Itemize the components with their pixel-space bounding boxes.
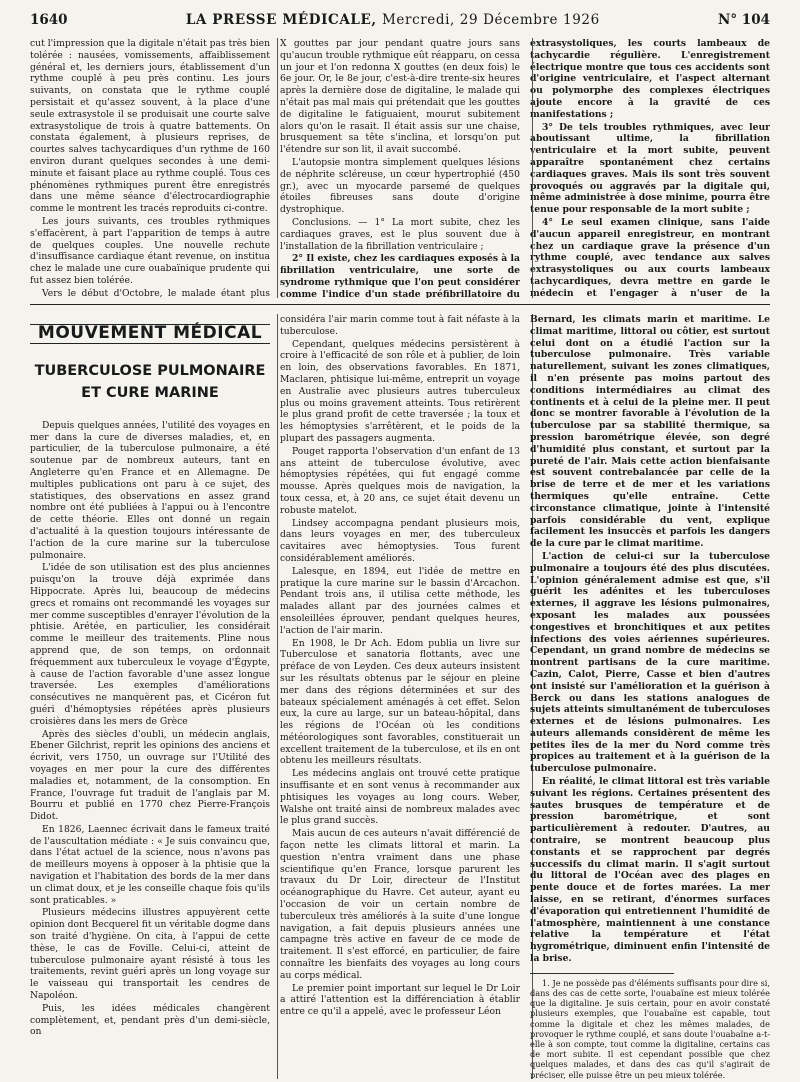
paragraph: 2° Il existe, chez les cardiaques exposés à la fibrillation ventriculaire, une sorte de syndrome rythmique que l'on peut considérer comme l'indice d'un stade préfibrillatoire du [280, 253, 520, 298]
paragraph: Mais aucun de ces auteurs n'avait différencié de façon nette les climats littoral et marin. La question n'entra vraiment dans une phase scientifique qu'en France, lorsque parurent les travaux du Dr Loir, directeur de l'Institut océanographique du Havre. Cet auteur, ayant eu l'occasion de voir un certain nombre de tuberculeux très améliorés à la suite d'une longue navigation, a fait depuis plusieurs années une campagne très active en faveur de ce mode de traitement. Il s'est efforcé, en particulier, de faire connaître les bienfaits des voyages au long cours au corps médical. [280, 828, 520, 981]
paragraph: L'idée de son utilisation est des plus anciennes puisqu'on la trouve déjà exprimée dans Hippocrate. Après lui, beaucoup de médecins grecs et romains ont recommandé les voyages sur mer comme susceptibles d'enrayer l'évolution de la phtisie. Arétée, en particulier, les considérait comme le meilleur des traitements. Pline nous apprend que, de son temps, on ordonnait fréquemment aux tuberculeux le voyage d'Égypte, à cause de l'action favorable d'une assez longue traversée. Les exemples d'améliorations consécutives ne manquèrent pas, et Cicéron fut guéri d'hémoptysies répétées après plusieurs croisières dans les mers de Grèce [30, 562, 270, 727]
top-column-1 [30, 38, 270, 298]
page-number: 1640 [30, 12, 68, 28]
paragraph: Les médecins anglais ont trouvé cette pratique insuffisante et en sont venus à recommander aux phtisiques les voyages au long cours. Weber, Walshe ont traité ainsi de nombreux malades avec le plus grand succès. [280, 768, 520, 827]
paragraph: L'autopsie montra simplement quelques lésions de néphrite scléreuse, un cœur hypertrophié (450 gr.), avec un myocarde parsemé de quelques étoiles fibreuses sans doute d'origine dystrophique. [280, 156, 520, 216]
journal-title-line [186, 12, 600, 28]
paragraph: Lindsey accompagna pendant plusieurs mois, dans leurs voyages en mer, des tuberculeux cavitaires avec hémoptysies. Tous furent considérablement améliorés. [280, 517, 520, 564]
conclusions-paragraph: Conclusions. — 1° La mort subite, chez les cardiaques graves, est le plus souvent due à l'installation de la fibrillation ventriculaire ; [280, 216, 520, 252]
bottom-column-1 [30, 314, 270, 1079]
page-header [30, 12, 770, 32]
paragraph: Lalesque, en 1894, eut l'idée de mettre en pratique la cure marine sur le bassin d'Arcachon. Pendant trois ans, il utilisa cette méthode, les malades allant par des journées calmes et ensoleillées éprouver, pendant quelques heures, l'action de l'air marin. [280, 565, 520, 636]
paragraph: X gouttes par jour pendant quatre jours sans qu'aucun trouble rythmique eût réapparu, on cessa un jour et l'on redonna X gouttes (en deux fois) le 6e jour. Or, le 8e jour, c'est-à-dire trente-six heures après la dernière dose de digitaline, le malade qui n'était pas mal mais qui prétendait que les gouttes de digitaline le fatiguaient, mourut subitement alors qu'on le rasait. Il était assis sur une chaise, brusquement sa tête s'inclina, et lorsqu'on put l'étendre sur son lit, il avait succombé. [280, 38, 520, 156]
paragraph: Plusieurs médecins illustres appuyèrent cette opinion dont Becquerel fit un véritable dogme dans son traité d'hygiène. On cita, à l'appui de cette thèse, le cas de Foville. Celui-ci, atteint de tuberculose pulmonaire ayant résisté à tous les traitements, revint guéri après un long voyage sur le vaisseau qui transportait les cendres de Napoléon. [30, 907, 270, 1002]
issue-number: N° 104 [718, 12, 770, 28]
paragraph: Depuis quelques années, l'utilité des voyages en mer dans la cure de diverses maladies, et, en particulier, de la tuberculose pulmonaire, a été soutenue par de nombreux auteurs, tant en Angleterre qu'en France et en Allemagne. De multiples publications ont paru à ce sujet, des statistiques, des observations en assez grand nombre ont été publiées à l'appui ou à l'encontre de cette théorie. Elles ont donné un regain d'actualité à la question toujours intéressante de l'action de la cure marine sur la tuberculose pulmonaire. [30, 419, 270, 561]
column-rule [277, 38, 278, 298]
paragraph: Les jours suivants, ces troubles rythmiques s'effacèrent, à part l'apparition de temps à autre de quelques couples. Une nouvelle rechute d'insuffisance cardiaque étant revenue, on institua chez le malade une cure ouabaïnique prudente qui fut assez bien tolérée. [30, 215, 270, 286]
issue-date: Mercredi, 29 Décembre 1926 [382, 12, 600, 28]
column-rule [532, 38, 533, 298]
paragraph: En 1826, Laennec écrivait dans le fameux traité de l'auscultation médiate : « Je suis convaincu que, dans l'état actuel de la science, nous n'avons pas de meilleurs moyens à opposer à la phtisie que la navigation et l'habitation des bords de la mer dans un climat doux, et je les conseille chaque fois qu'ils sont praticables. » [30, 823, 270, 906]
paragraph: L'action de celui-ci sur la tuberculose pulmonaire a toujours été des plus discutées. L'opinion généralement admise est que, s'il guérit les adénites et les tuberculoses externes, il aggrave les lésions pulmonaires, exposant les malades aux poussées congestives et bronchitiques et aux petites infections des voies aériennes supérieures. Cependant, un grand nombre de médecins se montrent partisans de la cure maritime. Cazin, Calot, Pierre, Casse et bien d'autres ont insisté sur l'amélioration et la guérison à Berck ou dans les stations analogues de sujets atteints simultanément de tuberculoses externes et de lésions pulmonaires. Les auteurs allemands considèrent de même les petites îles de la mer du Nord comme très propices au traitement et à la guérison de la tuberculose pulmonaire. [530, 550, 770, 775]
section-title: MOUVEMENT MÉDICAL [30, 324, 270, 344]
top-article-columns [30, 38, 770, 298]
bottom-column-2 [280, 314, 520, 1079]
paragraph: 4° Le seul examen clinique, sans l'aide d'aucun appareil enregistreur, en montrant chez un cardiaque grave la présence d'un rythme couplé, avec tendance aux salves extrasystoliques ou aux courts lambeaux tachycardiques, devra mettre en garde le médecin et l'engager à n'user de la [530, 216, 770, 298]
paragraph: Puis, les idées médicales changèrent complètement, et, pendant près d'un demi-siècle, on [30, 1002, 270, 1038]
paragraph: Bernard, les climats marin et maritime. Le climat maritime, littoral ou côtier, est surtout celui dont on a étudié l'action sur la tuberculose pulmonaire. Très variable naturellement, suivant les zones climatiques, il n'en présente pas moins partout des conditions intermédiaires au climat des continents et à celui de la pleine mer. Il peut donc se montrer favorable à l'évolution de la tuberculose par sa stabilité thermique, sa pression barométrique élevée, son degré d'humidité plus constant, et surtout par la pureté de l'air. Mais cette action bienfaisante est souvent contrebalancée par celle de la brise de terre et de mer et les variations thermiques qu'elle entraîne. Cette circonstance climatique, jointe à l'intensité parfois considérable du vent, explique facilement les insuccès et parfois les dangers de la cure par le climat maritime. [530, 314, 770, 550]
paragraph: En réalité, le climat littoral est très variable suivant les régions. Certaines présentent des sautes brusques de température et de pression barométrique, et sont particulièrement à redouter. D'autres, au contraire, se montrent beaucoup plus constants et se rapprochent par degrés successifs du climat marin. Il s'agit surtout du littoral de l'Océan avec des plages en pente douce et de fortes marées. La mer laisse, en se retirant, d'énormes surfaces d'évaporation qui entretiennent l'humidité de l'atmosphère, maintiennent à une constance relative la température et l'état hygrométrique, diminuent enfin l'intensité de la brise. [530, 776, 770, 965]
paragraph: En 1908, le Dr Ach. Edom publia un livre sur Tuberculose et sanatoria flottants, avec une préface de von Leyden. Ces deux auteurs insistent sur les résultats obtenus par le séjour en pleine mer dans des régions déterminées et sur des bateaux spécialement aménagés à cet effet. Selon eux, la cure au large, sur un bateau-hôpital, dans les régions de l'Océan où les conditions météorologiques sont favorables, constituerait un excellent traitement de la tuberculose, et ils en ont obtenu les meilleurs résultats. [280, 637, 520, 767]
paragraph: Après des siècles d'oubli, un médecin anglais, Ebener Gilchrist, reprit les opinions des anciens et écrivit, vers 1750, un ouvrage sur l'Utilité des voyages en mer pour la cure des différentes maladies et, notamment, de la consomption. En France, l'ouvrage fut traduit de l'anglais par M. Bourru et publié en 1770 chez Pierre-François Didot. [30, 728, 270, 823]
paragraph: cut l'impression que la digitale n'était pas très bien tolérée : nausées, vomissements, affaiblissement général et, les derniers jours, établissement d'un rythme couplé à peu près continu. Les jours suivants, on constata que le rythme couplé persistait et qu'assez souvent, à la place d'une seule extrasystole il se produisait une courte salve extrasystolique de trois à quatre battements. On constata également, à plusieurs reprises, de courtes salves tachycardiques d'un rythme de 160 environ durant quelques secondes à une demi-minute et faisant place au rythme couplé. Tous ces phénomènes rythmiques purent être enregistrés dans une même séance d'électrocardiographie comme le montrent les tracés reproduits ci-contre. [30, 38, 270, 215]
top-column-2 [280, 38, 520, 298]
paragraph: Cependant, quelques médecins persistèrent à croire à l'efficacité de son rôle et à publier, de loin en loin, des observations favorables. En 1871, Maclaren, phtisique lui-même, entreprit un voyage en Australie avec plusieurs autres tuberculeux plus ou moins gravement atteints. Tous retirèrent le plus grand profit de cette traversée ; la toux et les hémoptysies s'arrêtèrent, et le poids de la plupart des passagers augmenta. [280, 338, 520, 444]
paragraph: Pouget rapporta l'observation d'un enfant de 13 ans atteint de tuberculose évolutive, avec hémoptysies répétées, qui fut engagé comme mousse. Après quelques mois de navigation, la toux cessa, et, à 20 ans, ce sujet était devenu un robuste matelot. [280, 445, 520, 516]
journal-name: LA PRESSE MÉDICALE, [185, 12, 377, 28]
bottom-column-3 [530, 314, 770, 1079]
bottom-article-columns [30, 314, 770, 1079]
paragraph: considéra l'air marin comme tout à fait néfaste à la tuberculose. [280, 314, 520, 337]
top-column-3 [530, 38, 770, 298]
section-divider [30, 304, 770, 305]
footnote: 1. Je ne possède pas d'éléments suffisants pour dire si, dans des cas de cette sorte, l'ouabaïne est mieux tolérée que la digitaline. Je suis certain, pour en avoir constaté plusieurs exemples, que l'ouabaïne est capable, tout comme la digitale et chez les mêmes malades, de provoquer le rythme couplé, et sans doute l'ouabaïne a-t-elle à son compte, tout comme la digitaline, certains cas de mort subite. Il est cependant possible que chez quelques malades, et dans des cas qu'il s'agirait de préciser, elle puisse être un peu mieux tolérée. [530, 977, 770, 1079]
paragraph: 3° De tels troubles rythmiques, avec leur aboutissant ultime, la fibrillation ventriculaire et la mort subite, peuvent apparaître spontanément chez certains cardiaques graves. Mais ils sont très souvent provoqués ou aggravés par la digitale qui, même administrée à dose minime, pourra être tenue pour responsable de la mort subite ; [530, 121, 770, 216]
paragraph: Le premier point important sur lequel le Dr Loir a attiré l'attention est la différenciation à établir entre ce qu'il a appelé, avec le professeur Léon [280, 982, 520, 1018]
paragraph: Vers le début d'Octobre, le malade étant plus [42, 287, 270, 298]
footnote-divider [530, 973, 674, 974]
paragraph: extrasystoliques, les courts lambeaux de tachycardie régulière. L'enregistrement électrique montre que tous ces accidents sont d'origine ventriculaire, et l'aspect alternant ou polymorphe des complexes électriques ajoute encore à la gravité de ces manifestations ; [530, 38, 770, 120]
article-title: TUBERCULOSE PULMONAIRE ET CURE MARINE [34, 362, 266, 401]
